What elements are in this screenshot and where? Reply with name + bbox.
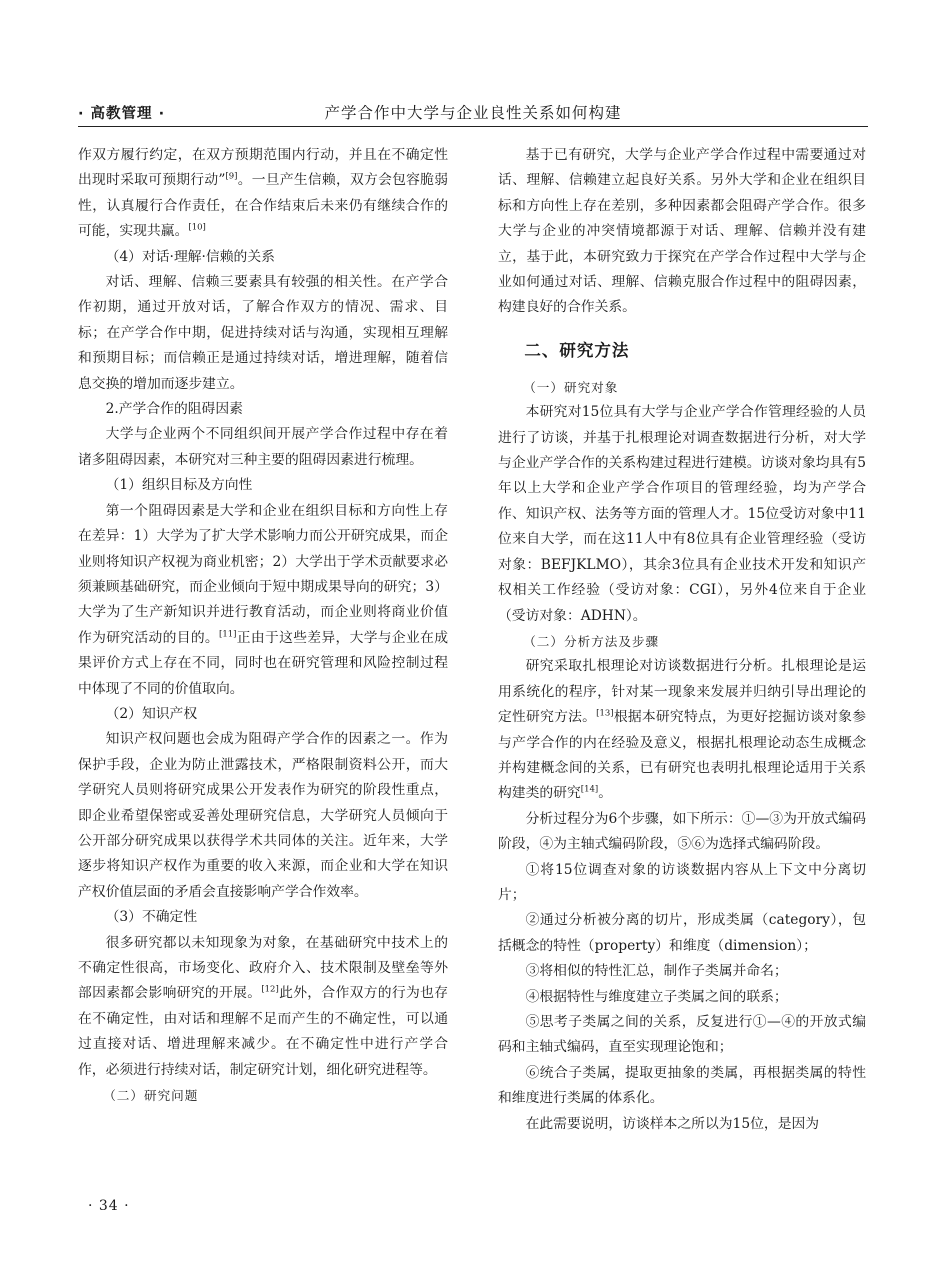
running-header [78, 100, 868, 127]
paragraph-dialogue: 对话、理解、信赖三要素具有较强的相关性。在产学合作初期，通过开放对话，了解合作双方的情况、需求、目标；在产学合作中期，促进持续对话与沟通，实现相互理解和预期目标；而信赖正是通过持续对话，增进理解，随着信息交换的增加而逐步建立。 [78, 274, 448, 392]
subheading-uncertainty: （3）不确定性 [105, 909, 198, 926]
section-heading-method: 二、研究方法 [524, 340, 630, 360]
subheading-ip: （2）知识产权 [105, 705, 198, 722]
paragraph-research-object: 本研究对15位具有大学与企业产学合作管理经验的人员进行了访谈，并基于扎根理论对调查数据进行分析，对大学与企业产学合作的关系构建过程进行建模。访谈对象均具有5年以上大学和企业产学合作项目的管理经验，均为产学合作、知识产权、法务等方面的管理人才。15位受访对象中11位来自大学，而在这11人中有8位具有企业管理经验（受访对象：BEFJKLMO），其余3位具有企业技术开发和知识产权相关工作经验（受访对象：CGI），另外4位来自于企业（受访对象：ADHN）。 [498, 404, 866, 624]
subheading-research-question: （二）研究问题 [103, 1088, 199, 1104]
left-column [78, 143, 448, 1108]
journal-section: · 高教管理 · [78, 106, 166, 122]
paragraph-sample-size: 在此需要说明，访谈样本之所以为15位，是因为 [525, 1115, 820, 1132]
right-column [498, 143, 866, 1137]
paragraph-trust-continued: 作双方履行约定，在双方预期范围内行动，并且在不确定性出现时采取可预期行动”[9]。一旦产生信赖，双方会包容脆弱性，认真履行合作责任，在合作结束后未来仍有继续合作的可能，实现共赢。[10] [78, 147, 449, 240]
paragraph-grounded-theory: 研究采取扎根理论对访谈数据进行分析。扎根理论是运用系统化的程序，针对某一现象来发展并归纳引导出理论的定性研究方法。[13]根据本研究特点，为更好挖掘访谈对象参与产学合作的内在经验及意义，根据扎根理论动态生成概念并构建概念间的关系，已有研究也表明扎根理论适用于关系构建类的研究[14]。 [498, 658, 867, 802]
paragraph-ip: 知识产权问题也会成为阻碍产学合作的因素之一。作为保护手段，企业为防止泄露技术，严格限制资料公开，而大学研究人员则将研究成果公开发表作为研究的阶段性重点，即企业希望保密或妥善处理研究信息，大学研究人员倾向于公开部分研究成果以获得学术共同体的关注。近年来，大学逐步将知识产权作为重要的收入来源，而企业和大学在知识产权价值层面的矛盾会直接影响产学合作效率。 [78, 731, 448, 900]
paragraph-steps-intro: 分析过程分为6个步骤，如下所示：①—③为开放式编码阶段，④为主轴式编码阶段，⑤⑥为选择式编码阶段。 [498, 810, 866, 853]
subheading-analysis-method: （二）分析方法及步骤 [523, 633, 660, 649]
paragraph-summary: 基于已有研究，大学与企业产学合作过程中需要通过对话、理解、信赖建立起良好关系。另外大学和企业在组织目标和方向性上存在差别，多种因素都会阻碍产学合作。很多大学与企业的冲突情境都源于对话、理解、信赖并没有建立，基于此，本研究致力于探究在产学合作过程中大学与企业如何通过对话、理解、信赖克服合作过程中的阻碍因素，构建良好的合作关系。 [498, 147, 866, 316]
step-2: ②通过分析被分离的切片，形成类属（category），包括概念的特性（property）和维度（dimension）； [498, 912, 866, 954]
step-5: ⑤思考子类属之间的关系，反复进行①—④的开放式编码和主轴式编码，直至实现理论饱和； [498, 1014, 866, 1056]
citation: [14] [580, 784, 599, 795]
citation: [12] [261, 984, 279, 995]
paragraph-uncertainty: 很多研究都以未知现象为对象，在基础研究中技术上的不确定性很高，市场变化、政府介入、技术限制及壁垒等外部因素都会影响研究的开展。[12]此外，合作双方的行为也存在不确定性，由对话和理解不足而产生的不确定性，可以通过直接对话、增进理解来减少。在不确定性中进行产学合作，必须进行持续对话，制定研究计划，细化研究进程等。 [78, 934, 449, 1078]
paragraph-obstacles: 大学与企业两个不同组织间开展产学合作过程中存在着诸多阻碍因素，本研究对三种主要的阻碍因素进行梳理。 [78, 426, 448, 468]
step-6: ⑥统合子类属，提取更抽象的类属，再根据类属的特性和维度进行类属的体系化。 [498, 1064, 866, 1107]
citation: [9] [225, 171, 238, 182]
subheading-obstacles: 2.产学合作的阻碍因素 [105, 401, 243, 418]
step-3: ③将相似的特性汇总，制作子类属并命名； [525, 963, 788, 980]
paragraph-goals: 第一个阻碍因素是大学和企业在组织目标和方向性上存在差异：1）大学为了扩大学术影响力而公开研究成果，而企业则将知识产权视为商业机密；2）大学出于学术贡献要求必须兼顾基础研究，而企业倾向于短中期成果导向的研究；3）大学为了生产新知识并进行教育活动，而企业则将商业价值作为研究活动的目的。[11]正由于这些差异，大学与企业在成果评价方式上存在不同，同时也在研究管理和风险控制过程中体现了不同的价值取向。 [78, 502, 449, 697]
citation: [10] [188, 222, 206, 233]
step-4: ④根据特性与维度建立子类属之间的联系； [525, 988, 788, 1005]
running-title: 产学合作中大学与企业良性关系如何构建 [324, 104, 622, 122]
citation: [13] [596, 708, 614, 719]
step-1: ①将15位调查对象的访谈数据内容从上下文中分离切片； [498, 861, 866, 903]
subheading-goals: （1）组织目标及方向性 [105, 477, 253, 494]
subheading-dialogue-relation: （4）对话·理解·信赖的关系 [105, 248, 275, 265]
citation: [11] [219, 629, 237, 640]
page-number: · 34 · [88, 1198, 130, 1214]
subheading-research-object: （一）研究对象 [523, 379, 619, 395]
